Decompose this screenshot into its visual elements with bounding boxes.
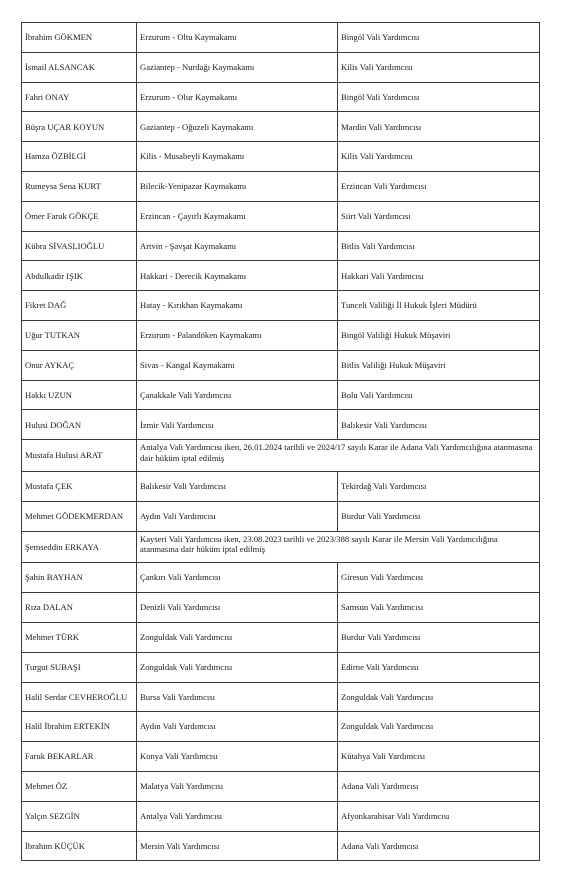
person-name-cell: Kübra SİVASLIOĞLU [22,231,137,261]
person-name-cell: Hamza ÖZBİLGİ [22,142,137,172]
annulment-note-cell: Kayseri Vali Yardımcısı iken, 23.08.2023 tarihli ve 2023/388 sayılı Karar ile Mersin Vali Yardımcılığına atanmasına dair hüküm iptal edilmiş [137,531,540,563]
new-post-cell: Edirne Vali Yardımcısı [338,652,540,682]
previous-post-cell: Aydın Vali Yardımcısı [137,712,338,742]
table-row [22,742,540,772]
table-row [22,712,540,742]
table-row [22,23,540,53]
new-post-cell: Kilis Vali Yardımcısı [338,52,540,82]
table-row [22,82,540,112]
person-name-cell: Rıza DALAN [22,593,137,623]
table-row [22,831,540,861]
person-name-cell: Ömer Faruk GÖKÇE [22,201,137,231]
new-post-cell: Balıkesir Vali Yardımcısı [338,410,540,440]
table-body [22,23,540,861]
table-row [22,320,540,350]
person-name-cell: Hulusi DOĞAN [22,410,137,440]
appointment-table [21,22,540,861]
person-name-cell: Fikret DAĞ [22,291,137,321]
table-row [22,652,540,682]
table-row [22,563,540,593]
previous-post-cell: Malatya Vali Yardımcısı [137,771,338,801]
new-post-cell: Erzincan Vali Yardımcısı [338,171,540,201]
new-post-cell: Tunceli Valiliği İl Hukuk İşleri Müdürü [338,291,540,321]
person-name-cell: İbrahim GÖKMEN [22,23,137,53]
previous-post-cell: Hakkari - Derecik Kaymakamı [137,261,338,291]
previous-post-cell: Artvin - Şavşat Kaymakamı [137,231,338,261]
new-post-cell: Afyonkarahisar Vali Yardımcısı [338,801,540,831]
new-post-cell: Bolu Vali Yardımcısı [338,380,540,410]
table-row [22,682,540,712]
new-post-cell: Kütahya Vali Yardımcısı [338,742,540,772]
previous-post-cell: Mersin Vali Yardımcısı [137,831,338,861]
previous-post-cell: Denizli Vali Yardımcısı [137,593,338,623]
table-row [22,380,540,410]
new-post-cell: Bingöl Vali Yardımcısı [338,82,540,112]
new-post-cell: Mardin Vali Yardımcısı [338,112,540,142]
table-row [22,201,540,231]
new-post-cell: Adana Vali Yardımcısı [338,771,540,801]
table-row [22,171,540,201]
new-post-cell: Hakkari Vali Yardımcısı [338,261,540,291]
table-row [22,440,540,472]
person-name-cell: Halil İbrahim ERTEKİN [22,712,137,742]
new-post-cell: Bingöl Vali Yardımcısı [338,23,540,53]
person-name-cell: Onur AYKAÇ [22,350,137,380]
table-row [22,231,540,261]
table-row [22,410,540,440]
new-post-cell: Tekirdağ Vali Yardımcısı [338,471,540,501]
new-post-cell: Zonguldak Vali Yardımcısı [338,682,540,712]
table-row [22,471,540,501]
previous-post-cell: Erzurum - Oltu Kaymakamı [137,23,338,53]
person-name-cell: Şemseddin ERKAYA [22,531,137,563]
table-row [22,52,540,82]
table-row [22,531,540,563]
table-row [22,261,540,291]
new-post-cell: Siirt Vali Yardımcısı [338,201,540,231]
new-post-cell: Burdur Vali Yardımcısı [338,501,540,531]
table-row [22,112,540,142]
person-name-cell: Büşra UÇAR KOYUN [22,112,137,142]
annulment-note-cell: Antalya Vali Yardımcısı iken, 26.01.2024 tarihli ve 2024/17 sayılı Karar ile Adana Vali Yardımcılığına atanmasına dair hüküm iptal edilmiş [137,440,540,472]
person-name-cell: Rumeysa Sena KURT [22,171,137,201]
previous-post-cell: Gaziantep - Oğuzeli Kaymakamı [137,112,338,142]
new-post-cell: Samsun Vali Yardımcısı [338,593,540,623]
new-post-cell: Bitlis Valiliği Hukuk Müşaviri [338,350,540,380]
previous-post-cell: Zonguldak Vali Yardımcısı [137,652,338,682]
new-post-cell: Adana Vali Yardımcısı [338,831,540,861]
table-row [22,142,540,172]
table-row [22,501,540,531]
previous-post-cell: Bilecik-Yenipazar Kaymakamı [137,171,338,201]
table-row [22,350,540,380]
person-name-cell: Fahri ONAY [22,82,137,112]
person-name-cell: İsmail ALSANCAK [22,52,137,82]
table-row [22,291,540,321]
person-name-cell: Halil Serdar CEVHEROĞLU [22,682,137,712]
table-row [22,622,540,652]
previous-post-cell: Sivas - Kangal Kaymakamı [137,350,338,380]
previous-post-cell: Bursa Vali Yardımcısı [137,682,338,712]
new-post-cell: Bitlis Vali Yardımcısı [338,231,540,261]
previous-post-cell: Erzurum - Palandöken Kaymakamı [137,320,338,350]
person-name-cell: Mehmet ÖZ [22,771,137,801]
person-name-cell: Mustafa Hulusi ARAT [22,440,137,472]
person-name-cell: Hakkı UZUN [22,380,137,410]
person-name-cell: Turgut SUBAŞI [22,652,137,682]
previous-post-cell: Gaziantep - Nurdağı Kaymakamı [137,52,338,82]
new-post-cell: Giresun Vali Yardımcısı [338,563,540,593]
new-post-cell: Bingöl Valiliği Hukuk Müşaviri [338,320,540,350]
person-name-cell: Faruk BEKARLAR [22,742,137,772]
person-name-cell: Şahin BAYHAN [22,563,137,593]
previous-post-cell: Erzurum - Olur Kaymakamı [137,82,338,112]
previous-post-cell: Balıkesir Vali Yardımcısı [137,471,338,501]
previous-post-cell: İzmir Vali Yardımcısı [137,410,338,440]
person-name-cell: İbrahim KÜÇÜK [22,831,137,861]
person-name-cell: Mustafa ÇEK [22,471,137,501]
new-post-cell: Kilis Vali Yardımcısı [338,142,540,172]
previous-post-cell: Kilis - Musabeyli Kaymakamı [137,142,338,172]
previous-post-cell: Aydın Vali Yardımcısı [137,501,338,531]
previous-post-cell: Erzincan - Çayırlı Kaymakamı [137,201,338,231]
new-post-cell: Zonguldak Vali Yardımcısı [338,712,540,742]
person-name-cell: Yalçın SEZGİN [22,801,137,831]
table-row [22,771,540,801]
previous-post-cell: Çankırı Vali Yardımcısı [137,563,338,593]
previous-post-cell: Çanakkale Vali Yardımcısı [137,380,338,410]
person-name-cell: Mehmet GÖDEKMERDAN [22,501,137,531]
table-row [22,801,540,831]
table-row [22,593,540,623]
person-name-cell: Uğur TUTKAN [22,320,137,350]
person-name-cell: Mehmet TÜRK [22,622,137,652]
person-name-cell: Abdulkadir IŞIK [22,261,137,291]
previous-post-cell: Hatay - Kırıkhan Kaymakamı [137,291,338,321]
previous-post-cell: Antalya Vali Yardımcısı [137,801,338,831]
previous-post-cell: Konya Vali Yardımcısı [137,742,338,772]
previous-post-cell: Zonguldak Vali Yardımcısı [137,622,338,652]
new-post-cell: Burdur Vali Yardımcısı [338,622,540,652]
